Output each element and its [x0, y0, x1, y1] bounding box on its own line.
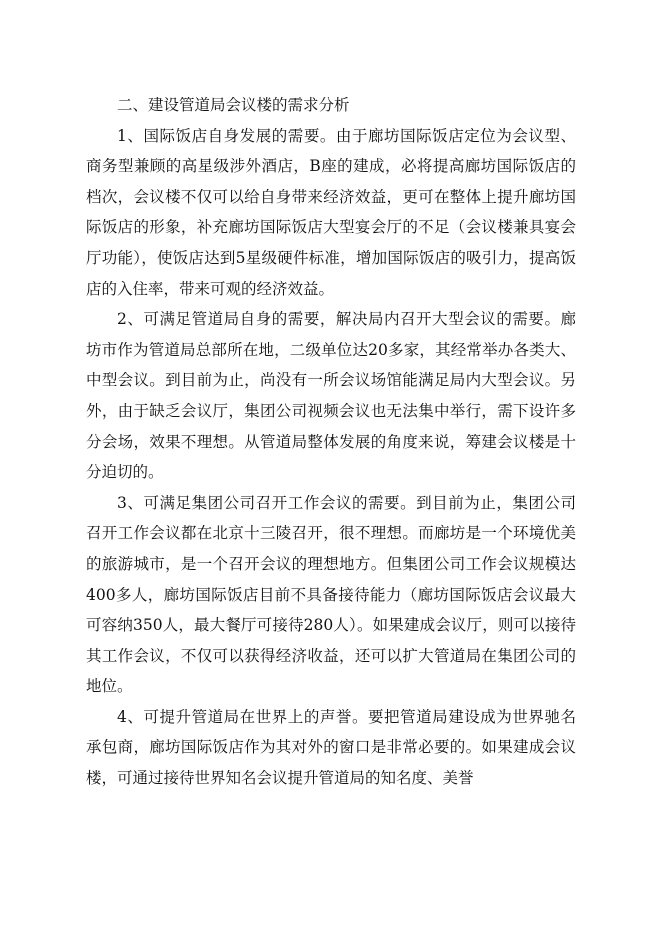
section-heading: 二、建设管道局会议楼的需求分析 [117, 96, 350, 114]
paragraph-2: 2、可满足管道局自身的需要，解决局内召开大型会议的需要。廊坊市作为管道局总部所在地，二级单位达20多家，其经常举办各类大、中型会议。到目前为止，尚没有一所会议场馆能满足局内大型会议。另外，由于缺乏会议厅，集团公司视频会议也无法集中举行，需下设许多分会场，效果不理想。从管道局整体发展的角度来说，筹建会议楼是十分迫切的。 [86, 310, 576, 482]
paragraph-4: 4、可提升管道局在世界上的声誉。要把管道局建设成为世界驰名承包商，廊坊国际饭店作为其对外的窗口是非常必要的。如果建成会议楼，可通过接待世界知名会议提升管道局的知名度、美誉 [86, 707, 576, 788]
document-body [86, 90, 576, 794]
paragraph-3: 3、可满足集团公司召开工作会议的需要。到目前为止，集团公司召开工作会议都在北京十三陵召开，很不理想。而廊坊是一个环境优美的旅游城市，是一个召开会议的理想地方。但集团公司工作会议规模达400多人，廊坊国际饭店目前不具备接待能力（廊坊国际饭店会议最大可容纳350人，最大餐厅可接待280人）。如果建成会议厅，则可以接待其工作会议，不仅可以获得经济收益，还可以扩大管道局在集团公司的地位。 [86, 493, 576, 696]
paragraph-1: 1、国际饭店自身发展的需要。由于廊坊国际饭店定位为会议型、商务型兼顾的高星级涉外酒店，B座的建成，必将提高廊坊国际饭店的档次，会议楼不仅可以给自身带来经济效益，更可在整体上提升廊坊国际饭店的形象，补充廊坊国际饭店大型宴会厅的不足（会议楼兼具宴会厅功能），使饭店达到5星级硬件标准，增加国际饭店的吸引力，提高饭店的入住率，带来可观的经济效益。 [86, 126, 576, 298]
